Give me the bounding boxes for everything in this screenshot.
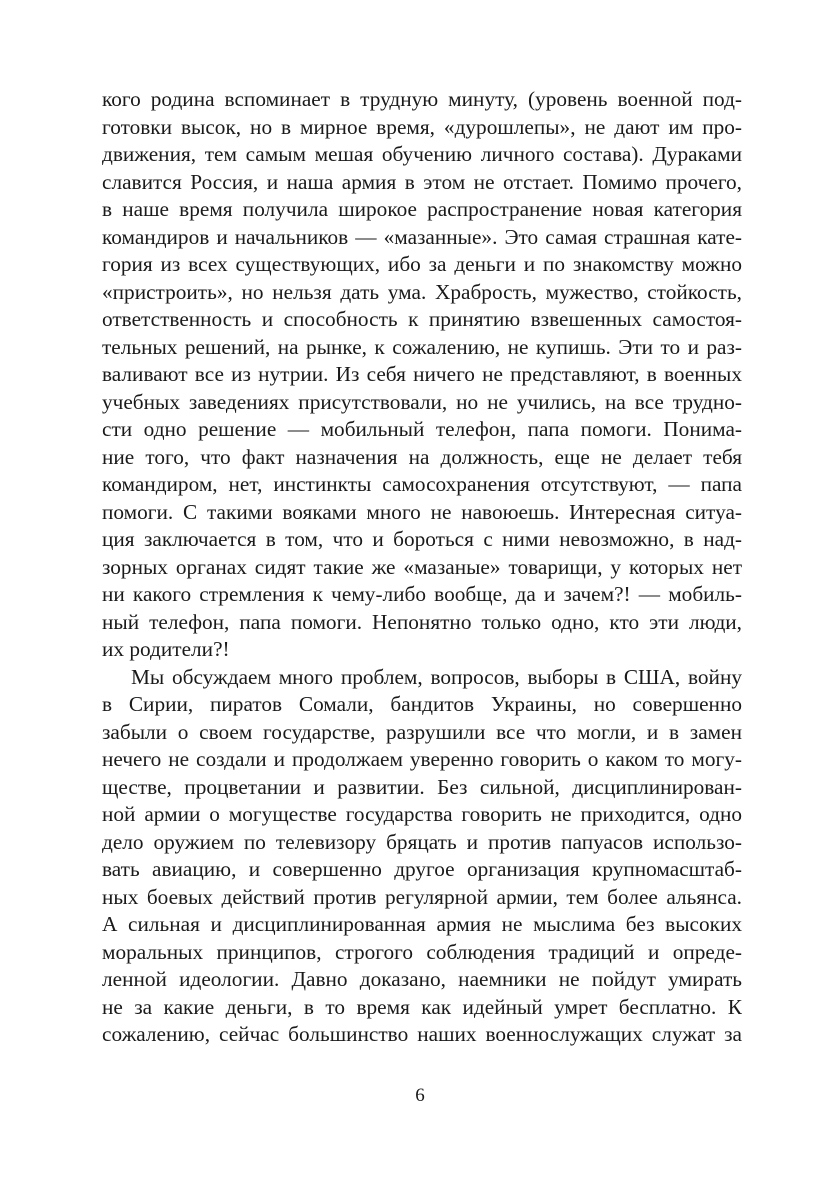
page-number: 6 <box>415 1085 425 1106</box>
text-line: командиром, нет, инстинкты самосохранения отсутствуют, — папа <box>102 472 742 496</box>
text-line: ной армии о могуществе государства говорить не приходится, одно <box>102 802 742 826</box>
text-line: «пристроить», но нельзя дать ума. Храбрость, мужество, стойкость, <box>102 279 742 304</box>
text-line: зорных органах сидят такие же «мазаные» товарищи, у которых нет <box>102 554 742 579</box>
text-line: готовки высок, но в мирное время, «дурошлепы», не дают им про- <box>102 114 742 139</box>
text-line: А сильная и дисциплинированная армия не мыслима без высоких <box>102 912 742 936</box>
text-line: движения, тем самым мешая обучению личного состава). Дураками <box>102 142 742 166</box>
body-text <box>102 86 742 1049</box>
text-line: в наше время получила широкое распространение новая категория <box>102 197 742 221</box>
text-line: тельных решений, на рынке, к сожалению, не купишь. Эти то и раз- <box>102 334 742 359</box>
text-line: забыли о своем государстве, разрушили все что могли, и в замен <box>102 719 742 744</box>
text-line: помоги. С такими вояками много не навоюешь. Интересная ситуа- <box>102 499 742 524</box>
text-line: ленной идеологии. Давно доказано, наемники не пойдут умирать <box>102 967 742 991</box>
text-line: Мы обсуждаем много проблем, вопросов, выборы в США, войну <box>131 664 742 689</box>
text-line: дело оружием по телевизору бряцать и против папуасов использо- <box>102 829 742 854</box>
text-line: в Сирии, пиратов Сомали, бандитов Украины, но совершенно <box>102 692 742 716</box>
text-line: вать авиацию, и совершенно другое организация крупномасштаб- <box>102 857 742 881</box>
paragraph <box>102 664 742 1049</box>
text-line: сти одно решение — мобильный телефон, папа помоги. Понима- <box>102 417 742 441</box>
text-line: ние того, что факт назначения на должность, еще не делает тебя <box>102 444 742 469</box>
text-line: славится Россия, и наша армия в этом не отстает. Помимо прочего, <box>102 169 742 194</box>
text-line: ция заключается в том, что и бороться с ними невозможно, в над- <box>102 527 742 551</box>
text-line: ществе, процветании и развитии. Без сильной, дисциплинирован- <box>102 774 742 799</box>
text-line: их родители?! <box>102 637 230 661</box>
text-line: моральных принципов, строгого соблюдения традиций и опреде- <box>102 939 742 964</box>
text-line: гория из всех существующих, ибо за деньги и по знакомству можно <box>102 252 742 276</box>
text-line: командиров и начальников — «мазанные». Это самая страшная кате- <box>102 224 742 249</box>
paragraph <box>102 86 742 664</box>
text-line: ных боевых действий против регулярной армии, тем более альянса. <box>102 884 742 909</box>
text-line: валивают все из нутрии. Из себя ничего не представляют, в военных <box>102 362 742 386</box>
text-line: учебных заведениях присутствовали, но не учились, на все трудно- <box>102 389 742 414</box>
text-line: ответственность и способность к принятию взвешенных самостоя- <box>102 307 742 331</box>
text-line: ни какого стремления к чему-либо вообще, да и зачем?! — мобиль- <box>102 582 742 606</box>
text-line: ный телефон, папа помоги. Непонятно только одно, кто эти люди, <box>102 609 742 634</box>
text-line: сожалению, сейчас большинство наших военнослужащих служат за <box>102 1022 742 1046</box>
text-line: кого родина вспоминает в трудную минуту, (уровень военной под- <box>102 87 742 111</box>
text-line: нечего не создали и продолжаем уверенно говорить о каком то могу- <box>102 747 742 771</box>
text-line: не за какие деньги, в то время как идейный умрет бесплатно. К <box>102 994 742 1019</box>
